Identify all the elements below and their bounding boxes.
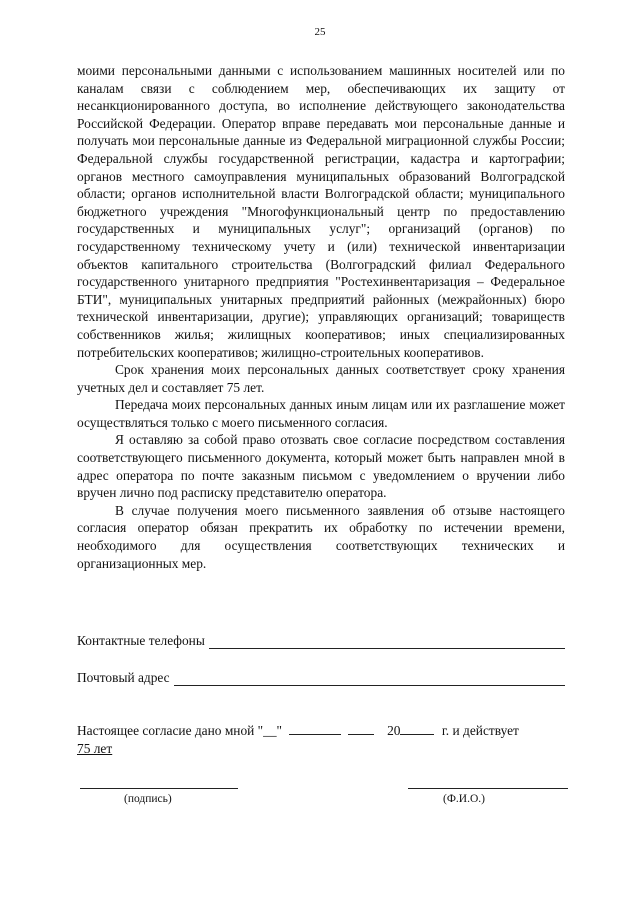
full-name-label: (Ф.И.О.) [443,793,485,805]
consent-day-field[interactable]: __ [263,723,277,738]
postal-address-label: Почтовый адрес [77,670,170,685]
signature-line[interactable] [80,788,238,789]
paragraph-storage-term: Срок хранения моих персональных данных соответствует сроку хранения учетных дел и составляет 75 лет. [77,362,565,395]
page-number: 25 [314,26,326,38]
consent-body-text [77,62,565,572]
consent-prefix: Настоящее согласие дано мной " [77,723,264,738]
consent-quote-close: " [276,723,282,738]
consent-suffix: г. и действует [441,723,519,738]
postal-address-field[interactable] [174,671,565,686]
paragraph-revocation-right: Я оставляю за собой право отозвать свое согласие посредством составления соответствующего письменного документа, который может быть направлен мной в адрес оператора по почте заказным письмом с уведомлением о вручении либо вручен лично под расписку представителю оператора. [77,432,565,501]
signature-label: (подпись) [124,793,172,805]
contact-phones-field[interactable] [209,634,565,649]
paragraph-data-transfer: моими персональными данными с использованием машинных носителей или по каналам связи с соблюдением мер, обеспечивающих их защиту от несанкционированного доступа, во исполнение действующего законодательства Российской Федерации. Оператор вправе передавать мои персональные данные и получать мои персональные данные из Федеральной миграционной службы России; Федеральной службы государственной регистрации, кадастра и картографии; органов местного самоуправления муниципальных образований Волгоградской области; органов исполнительной власти Волгоградской области; муниципального бюджетного учреждения "Многофункциональный центр по предоставлению государственных и муниципальных услуг"; организаций (органов) по государственному техническому учету и (или) технической инвентаризации объектов капитального строительства (Волгоградский филиал Федерального государственного унитарного предприятия "Ростехинвентаризация – Федеральное БТИ", муниципальных унитарных предприятий районных (межрайонных) бюро технической инвентаризации, другие); управляющих организаций; товариществ собственников жилья; жилищных кооперативов; иных специализированных потребительских кооперативов; жилищно-строительных кооперативов. [77,63,565,360]
consent-month-field[interactable] [289,722,341,735]
consent-year-field[interactable] [400,722,434,735]
postal-address-row [77,669,565,686]
paragraph-revocation-effect: В случае получения моего письменного заявления об отзыве настоящего согласия оператор обязан прекратить их обработку по истечении времени, необходимого для осуществления соответствующих технических и организационных мер. [77,502,565,571]
full-name-line[interactable] [408,788,568,789]
consent-month-field-extra[interactable] [348,722,374,735]
consent-year-prefix: 20 [387,723,401,738]
contact-phones-label: Контактные телефоны [77,633,205,648]
paragraph-disclosure: Передача моих персональных данных иным лицам или их разглашение может осуществляться только с моего письменного согласия. [77,397,565,430]
consent-date-row [77,722,572,739]
consent-term: 75 лет [77,741,113,756]
contact-phones-row [77,632,565,649]
